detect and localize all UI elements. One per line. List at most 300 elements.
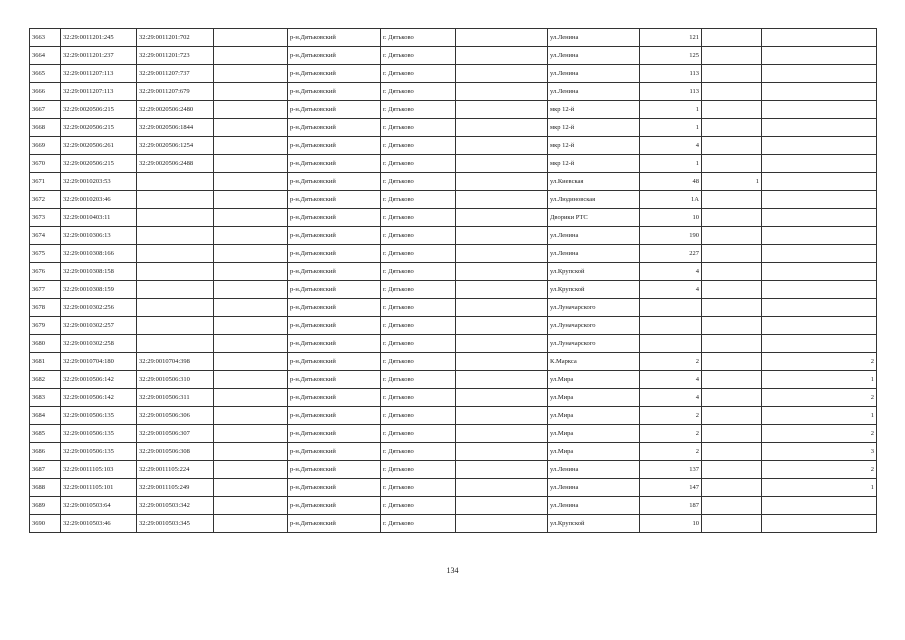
blank-cell (214, 515, 288, 533)
apartment-number-cell (762, 245, 877, 263)
apartment-number-cell (762, 119, 877, 137)
blank-cell (214, 155, 288, 173)
street-cell: ул.Крупской (548, 515, 640, 533)
district-cell: р-н.Дятьковский (288, 497, 381, 515)
cadastral-building-cell: 32:29:0010503:345 (137, 515, 214, 533)
cadastral-building-cell: 32:29:0011201:723 (137, 47, 214, 65)
table-row (30, 353, 877, 371)
blank-cell (456, 263, 548, 281)
house-number-cell: 113 (640, 83, 702, 101)
locality-cell: г. Дятьково (381, 479, 456, 497)
district-cell: р-н.Дятьковский (288, 407, 381, 425)
row-number-cell: 3677 (30, 281, 61, 299)
cadastral-parcel-cell: 32:29:0011201:237 (61, 47, 137, 65)
blank-cell (214, 317, 288, 335)
table-row (30, 65, 877, 83)
street-cell: ул.Ленина (548, 227, 640, 245)
street-cell: ул.Мира (548, 389, 640, 407)
blank-cell (456, 173, 548, 191)
house-number-cell: 137 (640, 461, 702, 479)
table-row (30, 497, 877, 515)
row-number-cell: 3682 (30, 371, 61, 389)
table-row (30, 443, 877, 461)
row-number-cell: 3667 (30, 101, 61, 119)
street-cell: Дворики РТС (548, 209, 640, 227)
street-cell: ул.Ленина (548, 65, 640, 83)
row-number-cell: 3681 (30, 353, 61, 371)
building-number-cell (702, 497, 762, 515)
cadastral-parcel-cell: 32:29:0010203:46 (61, 191, 137, 209)
street-cell: ул.Луначарского (548, 299, 640, 317)
blank-cell (214, 227, 288, 245)
blank-cell (456, 497, 548, 515)
blank-cell (456, 191, 548, 209)
street-cell: К.Маркса (548, 353, 640, 371)
building-number-cell (702, 29, 762, 47)
table-row (30, 155, 877, 173)
cadastral-building-cell: 32:29:0020506:1254 (137, 137, 214, 155)
apartment-number-cell (762, 83, 877, 101)
blank-cell (214, 461, 288, 479)
apartment-number-cell: 2 (762, 389, 877, 407)
house-number-cell: 10 (640, 209, 702, 227)
street-cell: ул.Луначарского (548, 317, 640, 335)
street-cell: ул.Ленина (548, 497, 640, 515)
blank-cell (456, 101, 548, 119)
blank-cell (456, 389, 548, 407)
blank-cell (456, 65, 548, 83)
building-number-cell (702, 461, 762, 479)
building-number-cell (702, 317, 762, 335)
house-number-cell (640, 335, 702, 353)
table-row (30, 515, 877, 533)
cadastral-building-cell (137, 245, 214, 263)
district-cell: р-н.Дятьковский (288, 371, 381, 389)
locality-cell: г. Дятьково (381, 137, 456, 155)
row-number-cell: 3671 (30, 173, 61, 191)
house-number-cell: 190 (640, 227, 702, 245)
row-number-cell: 3668 (30, 119, 61, 137)
cadastral-parcel-cell: 32:29:0010302:256 (61, 299, 137, 317)
table-row (30, 407, 877, 425)
cadastral-parcel-cell: 32:29:0010302:257 (61, 317, 137, 335)
district-cell: р-н.Дятьковский (288, 65, 381, 83)
blank-cell (214, 119, 288, 137)
building-number-cell (702, 101, 762, 119)
apartment-number-cell (762, 515, 877, 533)
blank-cell (214, 479, 288, 497)
apartment-number-cell (762, 317, 877, 335)
street-cell: ул.Мира (548, 443, 640, 461)
row-number-cell: 3665 (30, 65, 61, 83)
blank-cell (456, 479, 548, 497)
cadastral-parcel-cell: 32:29:0010506:135 (61, 425, 137, 443)
row-number-cell: 3680 (30, 335, 61, 353)
street-cell: мкр 12-й (548, 137, 640, 155)
blank-cell (456, 461, 548, 479)
table-row (30, 281, 877, 299)
district-cell: р-н.Дятьковский (288, 191, 381, 209)
row-number-cell: 3674 (30, 227, 61, 245)
street-cell: ул.Ленина (548, 245, 640, 263)
blank-cell (456, 47, 548, 65)
apartment-number-cell (762, 155, 877, 173)
row-number-cell: 3684 (30, 407, 61, 425)
building-number-cell (702, 155, 762, 173)
table-row (30, 461, 877, 479)
cadastral-building-cell (137, 263, 214, 281)
street-cell: ул.Крупской (548, 281, 640, 299)
blank-cell (214, 407, 288, 425)
house-number-cell: 4 (640, 281, 702, 299)
row-number-cell: 3686 (30, 443, 61, 461)
house-number-cell: 2 (640, 443, 702, 461)
house-number-cell: 4 (640, 389, 702, 407)
house-number-cell (640, 299, 702, 317)
locality-cell: г. Дятьково (381, 317, 456, 335)
apartment-number-cell (762, 173, 877, 191)
building-number-cell (702, 281, 762, 299)
cadastral-parcel-cell: 32:29:0010506:142 (61, 371, 137, 389)
table-row (30, 245, 877, 263)
table-row (30, 209, 877, 227)
blank-cell (214, 443, 288, 461)
locality-cell: г. Дятьково (381, 443, 456, 461)
blank-cell (214, 83, 288, 101)
building-number-cell (702, 191, 762, 209)
cadastral-building-cell (137, 335, 214, 353)
table-row (30, 425, 877, 443)
apartment-number-cell (762, 227, 877, 245)
building-number-cell (702, 47, 762, 65)
blank-cell (456, 425, 548, 443)
district-cell: р-н.Дятьковский (288, 443, 381, 461)
cadastral-parcel-cell: 32:29:0010308:159 (61, 281, 137, 299)
cadastral-building-cell: 32:29:0020506:2480 (137, 101, 214, 119)
blank-cell (456, 371, 548, 389)
street-cell: ул.Ленина (548, 479, 640, 497)
register-table (29, 28, 877, 533)
table-row (30, 119, 877, 137)
apartment-number-cell (762, 263, 877, 281)
blank-cell (456, 29, 548, 47)
district-cell: р-н.Дятьковский (288, 299, 381, 317)
building-number-cell (702, 299, 762, 317)
locality-cell: г. Дятьково (381, 263, 456, 281)
cadastral-parcel-cell: 32:29:0011207:113 (61, 65, 137, 83)
house-number-cell: 1 (640, 119, 702, 137)
blank-cell (456, 443, 548, 461)
apartment-number-cell: 1 (762, 371, 877, 389)
apartment-number-cell: 1 (762, 407, 877, 425)
blank-cell (214, 101, 288, 119)
apartment-number-cell (762, 137, 877, 155)
locality-cell: г. Дятьково (381, 227, 456, 245)
cadastral-parcel-cell: 32:29:0011207:113 (61, 83, 137, 101)
house-number-cell: 147 (640, 479, 702, 497)
apartment-number-cell (762, 101, 877, 119)
register-body (30, 29, 877, 533)
building-number-cell (702, 479, 762, 497)
table-row (30, 299, 877, 317)
locality-cell: г. Дятьково (381, 515, 456, 533)
locality-cell: г. Дятьково (381, 407, 456, 425)
district-cell: р-н.Дятьковский (288, 47, 381, 65)
cadastral-building-cell (137, 227, 214, 245)
table-row (30, 191, 877, 209)
cadastral-parcel-cell: 32:29:0010403:11 (61, 209, 137, 227)
cadastral-parcel-cell: 32:29:0011105:103 (61, 461, 137, 479)
cadastral-building-cell: 32:29:0010506:310 (137, 371, 214, 389)
table-row (30, 173, 877, 191)
street-cell: ул.Ленина (548, 461, 640, 479)
table-row (30, 317, 877, 335)
building-number-cell (702, 227, 762, 245)
blank-cell (456, 407, 548, 425)
street-cell: ул.Мира (548, 425, 640, 443)
cadastral-building-cell: 32:29:0010506:306 (137, 407, 214, 425)
blank-cell (214, 137, 288, 155)
blank-cell (214, 173, 288, 191)
street-cell: ул.Мира (548, 371, 640, 389)
cadastral-building-cell: 32:29:0011105:249 (137, 479, 214, 497)
row-number-cell: 3673 (30, 209, 61, 227)
blank-cell (214, 299, 288, 317)
blank-cell (214, 245, 288, 263)
blank-cell (214, 47, 288, 65)
street-cell: мкр 12-й (548, 155, 640, 173)
cadastral-parcel-cell: 32:29:0010302:258 (61, 335, 137, 353)
locality-cell: г. Дятьково (381, 119, 456, 137)
cadastral-building-cell (137, 209, 214, 227)
table-row (30, 479, 877, 497)
blank-cell (214, 425, 288, 443)
row-number-cell: 3676 (30, 263, 61, 281)
street-cell: ул.Ленина (548, 83, 640, 101)
apartment-number-cell: 1 (762, 479, 877, 497)
row-number-cell: 3687 (30, 461, 61, 479)
locality-cell: г. Дятьково (381, 101, 456, 119)
locality-cell: г. Дятьково (381, 65, 456, 83)
house-number-cell: 125 (640, 47, 702, 65)
locality-cell: г. Дятьково (381, 155, 456, 173)
district-cell: р-н.Дятьковский (288, 173, 381, 191)
apartment-number-cell: 2 (762, 353, 877, 371)
district-cell: р-н.Дятьковский (288, 245, 381, 263)
row-number-cell: 3679 (30, 317, 61, 335)
apartment-number-cell (762, 299, 877, 317)
building-number-cell (702, 389, 762, 407)
house-number-cell: 4 (640, 137, 702, 155)
table-row (30, 389, 877, 407)
cadastral-parcel-cell: 32:29:0020506:215 (61, 155, 137, 173)
street-cell: ул.Луначарского (548, 335, 640, 353)
blank-cell (214, 209, 288, 227)
district-cell: р-н.Дятьковский (288, 101, 381, 119)
row-number-cell: 3663 (30, 29, 61, 47)
house-number-cell: 1А (640, 191, 702, 209)
apartment-number-cell (762, 209, 877, 227)
blank-cell (214, 371, 288, 389)
locality-cell: г. Дятьково (381, 173, 456, 191)
district-cell: р-н.Дятьковский (288, 461, 381, 479)
district-cell: р-н.Дятьковский (288, 83, 381, 101)
district-cell: р-н.Дятьковский (288, 317, 381, 335)
building-number-cell (702, 65, 762, 83)
blank-cell (214, 335, 288, 353)
house-number-cell (640, 317, 702, 335)
table-row (30, 83, 877, 101)
cadastral-building-cell (137, 191, 214, 209)
building-number-cell (702, 353, 762, 371)
cadastral-parcel-cell: 32:29:0011201:245 (61, 29, 137, 47)
cadastral-parcel-cell: 32:29:0010503:64 (61, 497, 137, 515)
locality-cell: г. Дятьково (381, 461, 456, 479)
row-number-cell: 3669 (30, 137, 61, 155)
building-number-cell (702, 245, 762, 263)
cadastral-building-cell (137, 281, 214, 299)
table-row (30, 101, 877, 119)
table-row (30, 137, 877, 155)
building-number-cell (702, 137, 762, 155)
blank-cell (456, 137, 548, 155)
row-number-cell: 3678 (30, 299, 61, 317)
blank-cell (214, 29, 288, 47)
cadastral-parcel-cell: 32:29:0010308:158 (61, 263, 137, 281)
district-cell: р-н.Дятьковский (288, 335, 381, 353)
locality-cell: г. Дятьково (381, 209, 456, 227)
locality-cell: г. Дятьково (381, 389, 456, 407)
row-number-cell: 3689 (30, 497, 61, 515)
blank-cell (456, 209, 548, 227)
table-row (30, 227, 877, 245)
cadastral-parcel-cell: 32:29:0010506:135 (61, 407, 137, 425)
house-number-cell: 4 (640, 263, 702, 281)
district-cell: р-н.Дятьковский (288, 209, 381, 227)
row-number-cell: 3670 (30, 155, 61, 173)
row-number-cell: 3666 (30, 83, 61, 101)
district-cell: р-н.Дятьковский (288, 281, 381, 299)
row-number-cell: 3688 (30, 479, 61, 497)
house-number-cell: 4 (640, 371, 702, 389)
street-cell: ул.Мира (548, 407, 640, 425)
street-cell: ул.Людиновская (548, 191, 640, 209)
apartment-number-cell: 2 (762, 461, 877, 479)
locality-cell: г. Дятьково (381, 47, 456, 65)
building-number-cell (702, 371, 762, 389)
house-number-cell: 113 (640, 65, 702, 83)
blank-cell (456, 317, 548, 335)
district-cell: р-н.Дятьковский (288, 353, 381, 371)
district-cell: р-н.Дятьковский (288, 479, 381, 497)
cadastral-building-cell: 32:29:0010506:307 (137, 425, 214, 443)
table-row (30, 29, 877, 47)
locality-cell: г. Дятьково (381, 335, 456, 353)
street-cell: ул.Крупской (548, 263, 640, 281)
cadastral-parcel-cell: 32:29:0010506:142 (61, 389, 137, 407)
locality-cell: г. Дятьково (381, 191, 456, 209)
building-number-cell (702, 407, 762, 425)
cadastral-building-cell: 32:29:0010506:311 (137, 389, 214, 407)
cadastral-building-cell: 32:29:0020506:1844 (137, 119, 214, 137)
cadastral-building-cell: 32:29:0011207:679 (137, 83, 214, 101)
cadastral-building-cell: 32:29:0010704:398 (137, 353, 214, 371)
blank-cell (214, 497, 288, 515)
building-number-cell: 1 (702, 173, 762, 191)
house-number-cell: 121 (640, 29, 702, 47)
table-row (30, 335, 877, 353)
blank-cell (214, 65, 288, 83)
cadastral-building-cell: 32:29:0010503:342 (137, 497, 214, 515)
district-cell: р-н.Дятьковский (288, 119, 381, 137)
apartment-number-cell (762, 281, 877, 299)
house-number-cell: 187 (640, 497, 702, 515)
blank-cell (456, 515, 548, 533)
locality-cell: г. Дятьково (381, 353, 456, 371)
blank-cell (214, 281, 288, 299)
apartment-number-cell (762, 65, 877, 83)
house-number-cell: 1 (640, 101, 702, 119)
blank-cell (456, 353, 548, 371)
locality-cell: г. Дятьково (381, 425, 456, 443)
blank-cell (456, 155, 548, 173)
cadastral-parcel-cell: 32:29:0010306:13 (61, 227, 137, 245)
apartment-number-cell (762, 497, 877, 515)
cadastral-building-cell (137, 299, 214, 317)
apartment-number-cell: 3 (762, 443, 877, 461)
cadastral-parcel-cell: 32:29:0010704:180 (61, 353, 137, 371)
locality-cell: г. Дятьково (381, 29, 456, 47)
building-number-cell (702, 515, 762, 533)
building-number-cell (702, 209, 762, 227)
cadastral-parcel-cell: 32:29:0010503:46 (61, 515, 137, 533)
cadastral-building-cell: 32:29:0020506:2488 (137, 155, 214, 173)
row-number-cell: 3690 (30, 515, 61, 533)
locality-cell: г. Дятьково (381, 245, 456, 263)
house-number-cell: 1 (640, 155, 702, 173)
house-number-cell: 48 (640, 173, 702, 191)
district-cell: р-н.Дятьковский (288, 155, 381, 173)
cadastral-parcel-cell: 32:29:0010203:53 (61, 173, 137, 191)
table-row (30, 47, 877, 65)
cadastral-building-cell (137, 173, 214, 191)
street-cell: ул.Ленина (548, 29, 640, 47)
cadastral-parcel-cell: 32:29:0010308:166 (61, 245, 137, 263)
house-number-cell: 10 (640, 515, 702, 533)
building-number-cell (702, 425, 762, 443)
blank-cell (456, 281, 548, 299)
house-number-cell: 2 (640, 425, 702, 443)
blank-cell (214, 353, 288, 371)
blank-cell (456, 227, 548, 245)
locality-cell: г. Дятьково (381, 299, 456, 317)
blank-cell (214, 389, 288, 407)
cadastral-parcel-cell: 32:29:0020506:215 (61, 101, 137, 119)
locality-cell: г. Дятьково (381, 497, 456, 515)
blank-cell (456, 299, 548, 317)
district-cell: р-н.Дятьковский (288, 425, 381, 443)
table-row (30, 263, 877, 281)
locality-cell: г. Дятьково (381, 371, 456, 389)
street-cell: мкр 12-й (548, 101, 640, 119)
locality-cell: г. Дятьково (381, 83, 456, 101)
building-number-cell (702, 335, 762, 353)
street-cell: ул.Киевская (548, 173, 640, 191)
row-number-cell: 3675 (30, 245, 61, 263)
cadastral-building-cell: 32:29:0011105:224 (137, 461, 214, 479)
house-number-cell: 227 (640, 245, 702, 263)
blank-cell (456, 335, 548, 353)
